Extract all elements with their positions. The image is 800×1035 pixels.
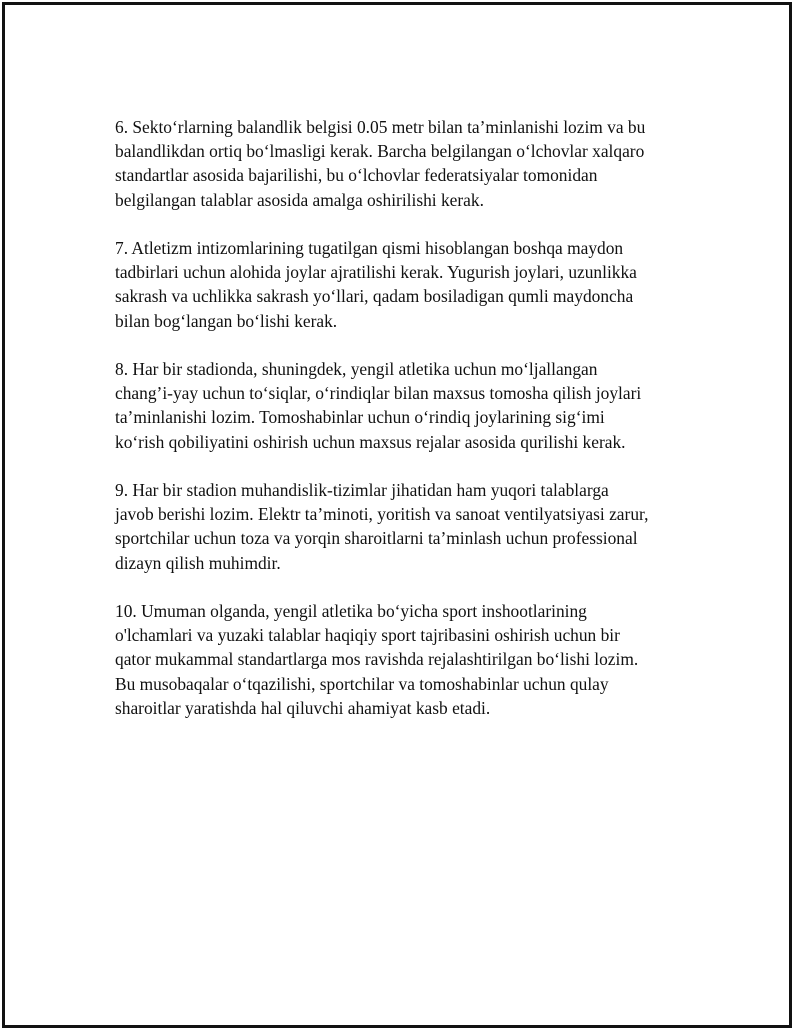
text-line: qator mukammal standartlarga mos ravishda rejalashtirilgan bo‘lishi lozim.	[115, 649, 639, 670]
text-line: 9. Har bir stadion muhandislik-tizimlar jihatidan ham yuqori talablarga	[115, 480, 609, 500]
text-line: 7. Atletizm intizomlarining tugatilgan qismi hisoblangan boshqa maydon	[115, 238, 624, 258]
text-line: chang’i-yay uchun to‘siqlar, o‘rindiqlar bilan maxsus tomosha qilish joylari	[115, 383, 642, 404]
text-line: sportchilar uchun toza va yorqin sharoitlarni ta’minlash uchun professional	[115, 528, 638, 549]
text-line: sakrash va uchlikka sakrash yo‘llari, qadam bosiladigan qumli maydoncha	[115, 286, 634, 307]
text-line: ko‘rish qobiliyatini oshirish uchun maxsus rejalar asosida qurilishi kerak.	[115, 431, 626, 452]
text-line: o'lchamlari va yuzaki talablar haqiqiy sport tajribasini oshirish uchun bir	[115, 625, 620, 646]
text-line: ta’minlanishi lozim. Tomoshabinlar uchun o‘rindiq joylarining sig‘imi	[115, 407, 605, 428]
paragraph-7	[115, 236, 685, 333]
text-line: 8. Har bir stadionda, shuningdek, yengil atletika uchun mo‘ljallangan	[115, 359, 598, 379]
document-body	[115, 115, 685, 744]
text-line: dizayn qilish muhimdir.	[115, 552, 281, 573]
text-line: javob berishi lozim. Elektr ta’minoti, yoritish va sanoat ventilyatsiyasi zarur,	[115, 504, 649, 525]
paragraph-8	[115, 357, 685, 454]
text-line: 6. Sekto‘rlarning balandlik belgisi 0.05 metr bilan ta’minlanishi lozim va bu	[115, 117, 646, 137]
text-line: balandlikdan ortiq bo‘lmasligi kerak. Barcha belgilangan o‘lchovlar xalqaro	[115, 141, 645, 162]
text-line: standartlar asosida bajarilishi, bu o‘lchovlar federatsiyalar tomonidan	[115, 165, 598, 186]
text-line: belgilangan talablar asosida amalga oshirilishi kerak.	[115, 189, 484, 210]
text-line: sharoitlar yaratishda hal qiluvchi ahamiyat kasb etadi.	[115, 697, 491, 718]
text-line: tadbirlari uchun alohida joylar ajratilishi kerak. Yugurish joylari, uzunlikka	[115, 262, 637, 283]
paragraph-9	[115, 478, 685, 575]
paragraph-10	[115, 599, 685, 720]
paragraph-6	[115, 115, 685, 212]
text-line: Bu musobaqalar o‘tqazilishi, sportchilar va tomoshabinlar uchun qulay	[115, 673, 609, 694]
text-line: bilan bog‘langan bo‘lishi kerak.	[115, 310, 338, 331]
text-line: 10. Umuman olganda, yengil atletika bo‘yicha sport inshootlarining	[115, 601, 587, 621]
